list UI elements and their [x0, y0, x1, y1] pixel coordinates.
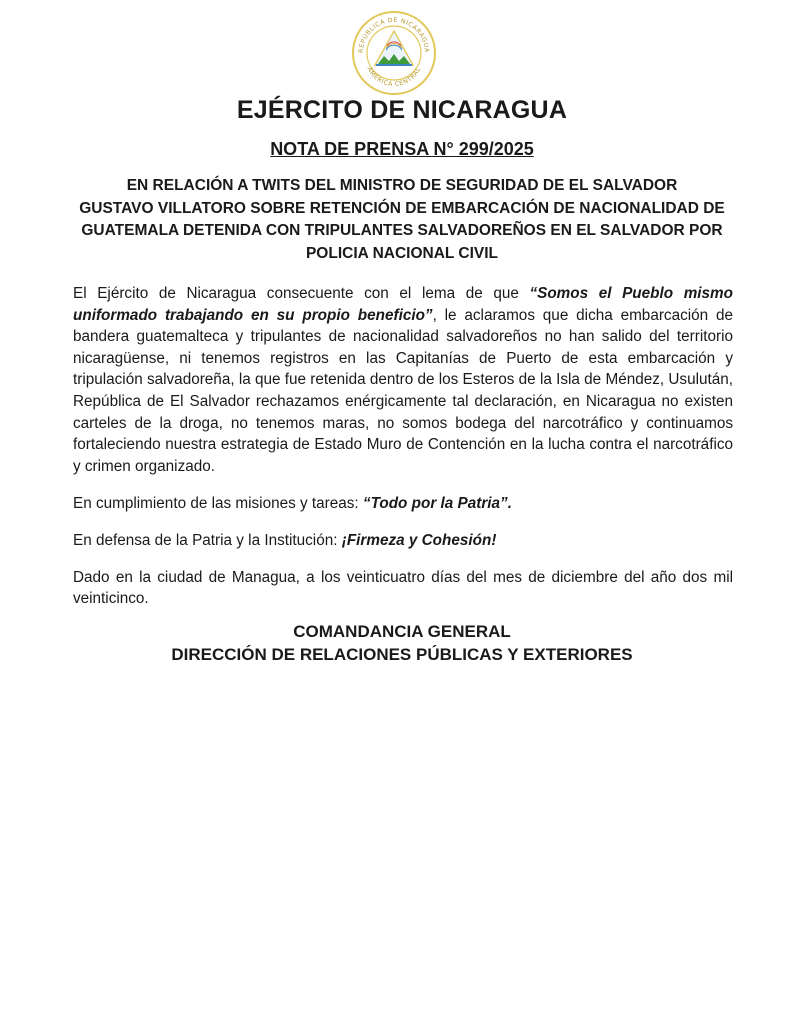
motto-quote: ¡Firmeza y Cohesión! — [341, 531, 497, 549]
release-body — [73, 283, 733, 625]
heading-line: POLICIA NACIONAL CIVIL — [305, 244, 499, 262]
body-paragraph — [73, 567, 733, 610]
signature-line: COMANDANCIA GENERAL — [293, 622, 511, 641]
signature-line: DIRECCIÓN DE RELACIONES PÚBLICAS Y EXTERIORES — [171, 645, 633, 664]
body-paragraph — [73, 283, 733, 477]
paragraph-text: El Ejército de Nicaragua consecuente con el lema de que — [73, 285, 530, 302]
motto-quote: “Somos el Pueblo mismo uniformado trabajando en su propio beneficio” — [73, 285, 734, 324]
heading-line: EN RELACIÓN A TWITS DEL MINISTRO DE SEGURIDAD DE EL SALVADOR — [126, 177, 678, 194]
heading-line: GUSTAVO VILLATORO SOBRE RETENCIÓN DE EMBARCACIÓN DE NACIONALIDAD DE — [79, 199, 725, 217]
organization-title: EJÉRCITO DE NICARAGUA — [236, 96, 568, 124]
body-paragraph — [73, 530, 733, 552]
body-paragraph — [73, 493, 733, 515]
paragraph-text: , le aclaramos que dicha embarcación de bandera guatemalteca y tripulantes de nacionalidad salvadoreños no han salido del territorio nicaragüense, ni tenemos registros en las Capitanías de Puerto de esta embarcación y tripulación salvadoreña, la que fue retenida dentro de los Esteros de la Isla de Méndez, Usulután, República de El Salvador rechazamos enérgicamente tal declaración, en Nicaragua no existen carteles de la droga, no tenemos maras, no somos bodega del narcotráfico y continuamos fortaleciendo nuestra estrategia de Estado Muro de Contención en la lucha contra el narcotráfico y crimen organizado. — [73, 306, 733, 475]
press-release-number: NOTA DE PRENSA N° 299/2025 — [270, 139, 534, 159]
paragraph-text: En defensa de la Patria y la Institución: — [73, 531, 342, 549]
svg-text:AMÉRICA CENTRAL: AMÉRICA CENTRAL — [365, 66, 423, 89]
nicaragua-coat-of-arms-icon — [351, 10, 437, 96]
svg-text:REPÚBLICA DE NICARAGUA: REPÚBLICA DE NICARAGUA — [357, 16, 431, 54]
paragraph-text: Dado en la ciudad de Managua, a los veinticuatro días del mes de diciembre del año dos mil veinticinco. — [73, 568, 733, 608]
paragraph-text: En cumplimiento de las misiones y tareas: — [73, 495, 363, 513]
release-heading — [70, 175, 734, 265]
signature-block — [0, 620, 804, 666]
heading-line: GUATEMALA DETENIDA CON TRIPULANTES SALVADOREÑOS EN EL SALVADOR POR — [81, 222, 723, 239]
motto-quote: “Todo por la Patria”. — [362, 495, 512, 513]
